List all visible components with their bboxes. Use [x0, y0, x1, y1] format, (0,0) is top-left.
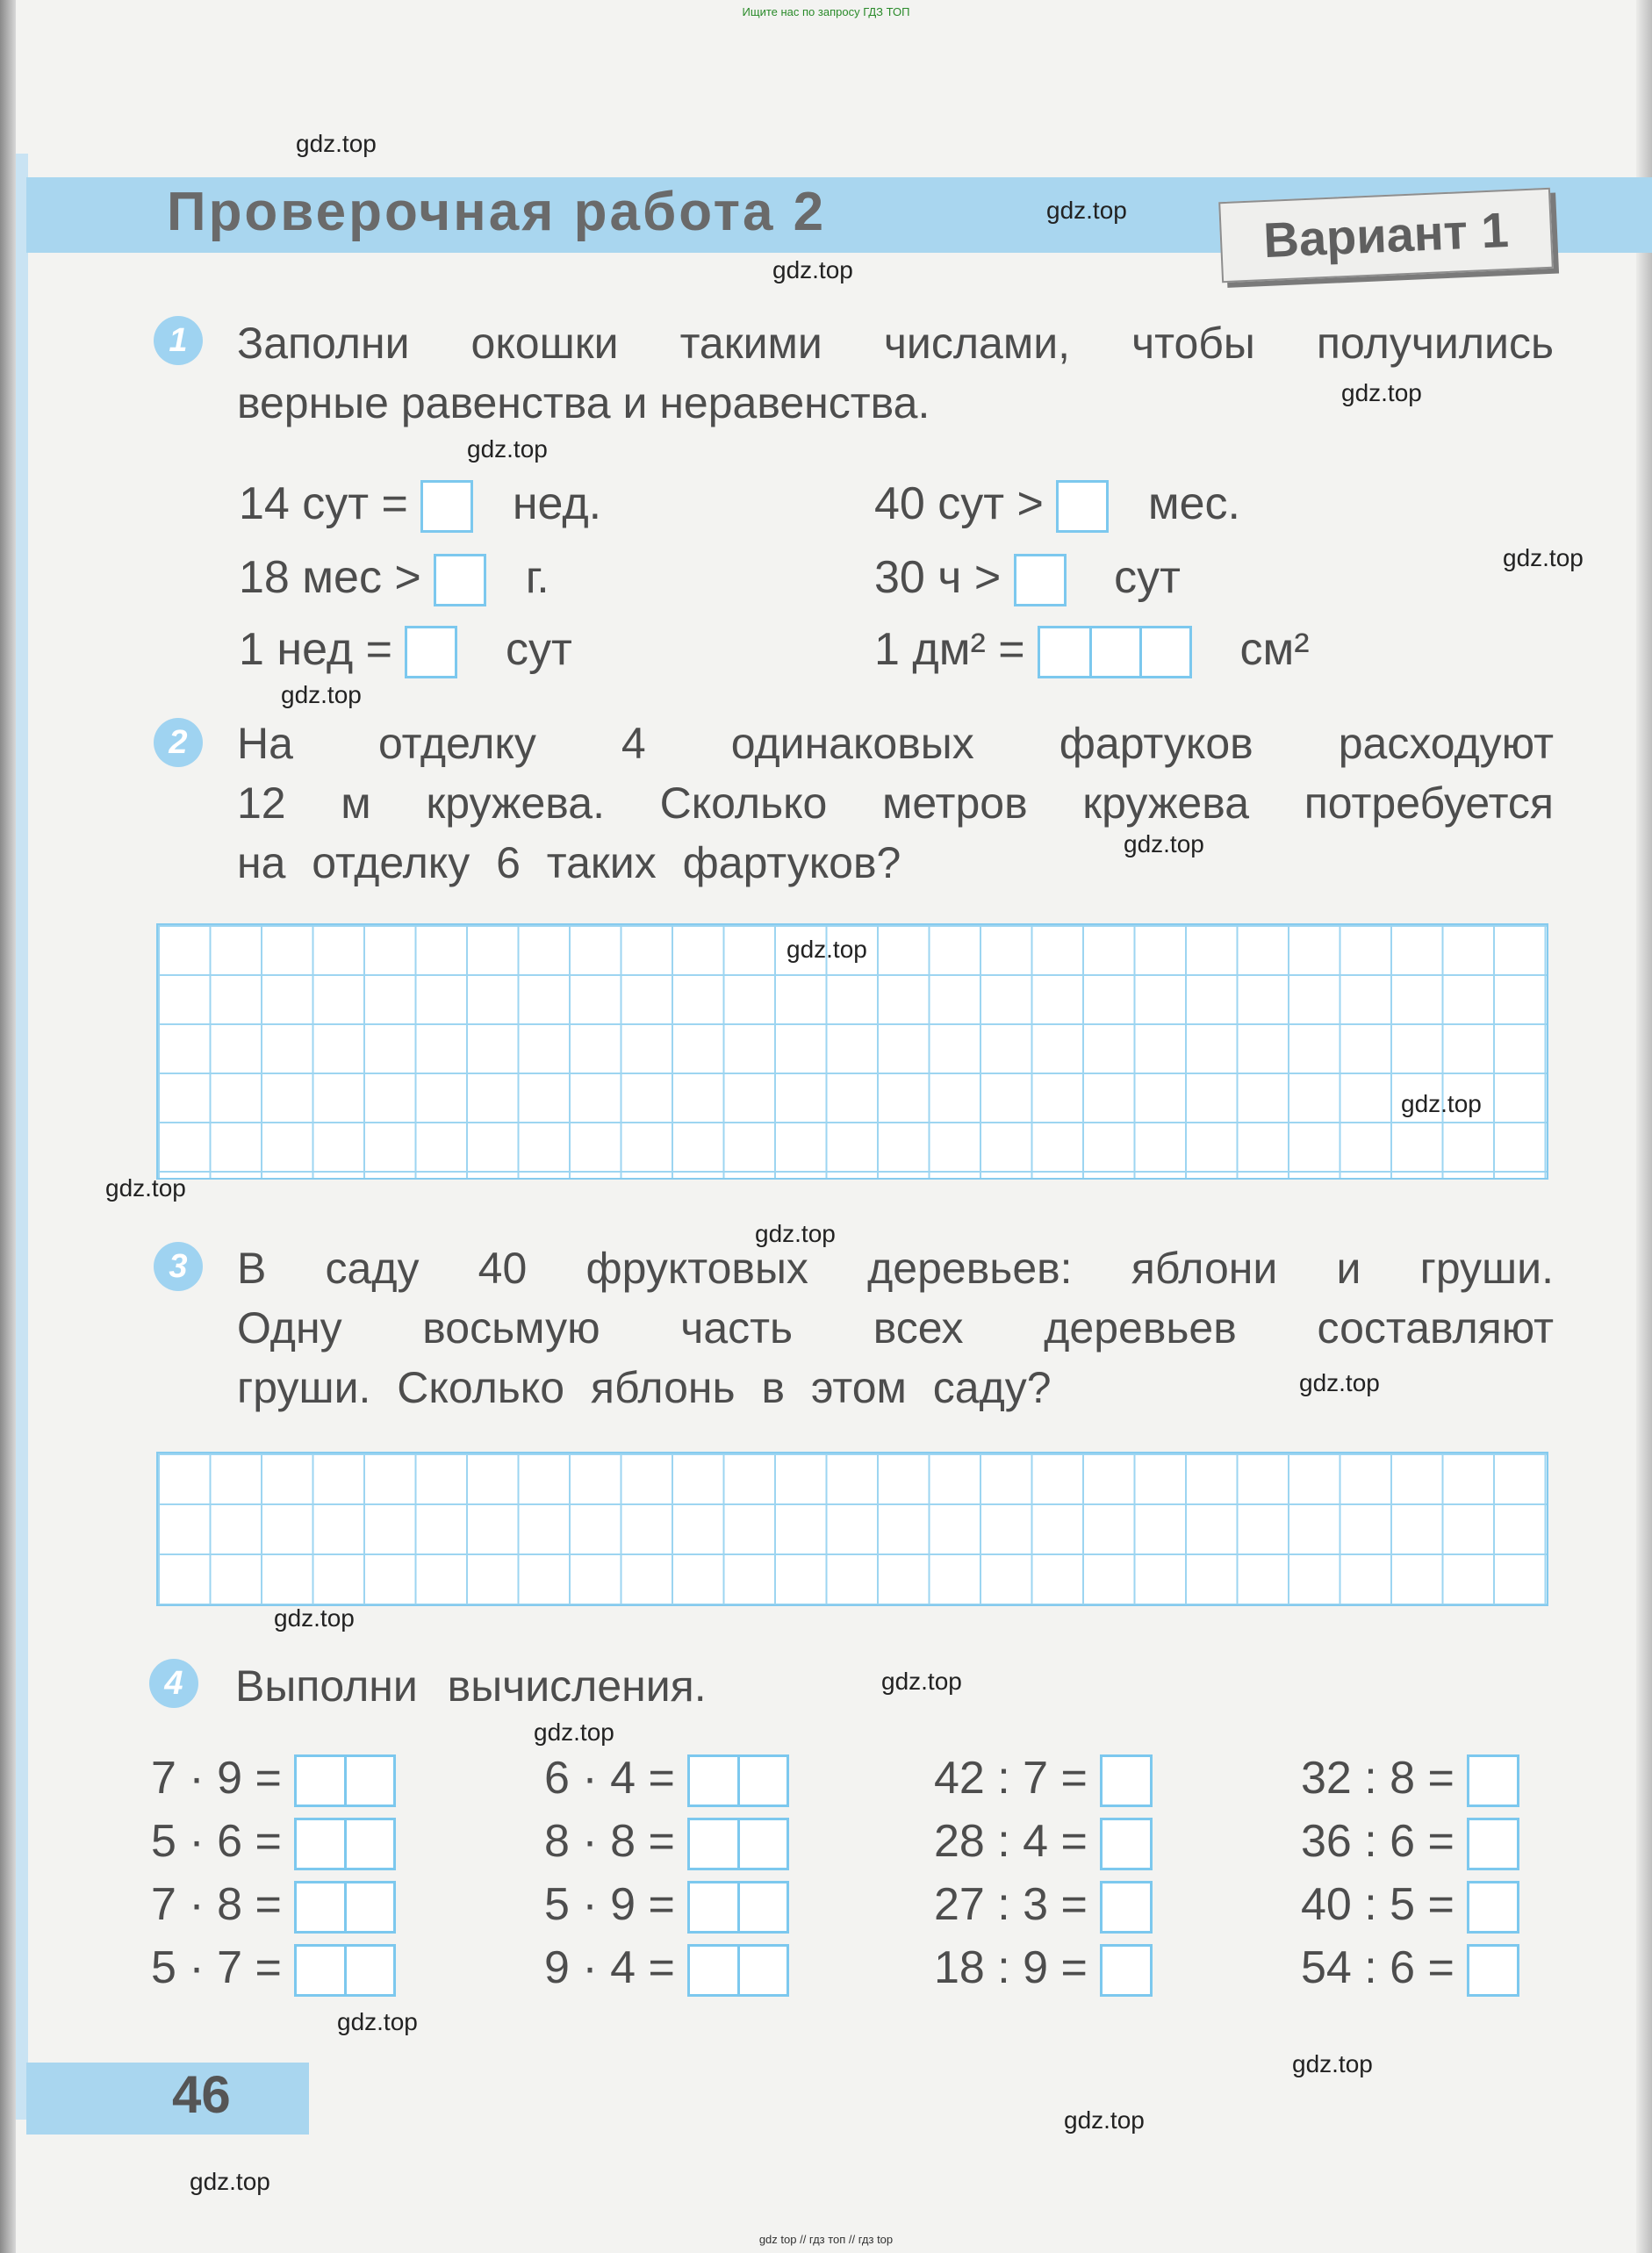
task1-item-2 — [239, 551, 549, 606]
calc-expression: 27 : 3 = — [934, 1879, 1088, 1930]
task1-item-6-unit: см² — [1239, 624, 1310, 675]
calc-row — [151, 1878, 396, 1934]
answer-box-2-digit[interactable] — [687, 1818, 789, 1870]
calc-expression: 18 : 9 = — [934, 1942, 1088, 1993]
answer-box[interactable] — [1467, 1754, 1519, 1807]
calc-row — [1301, 1815, 1519, 1870]
calc-row — [544, 1878, 789, 1934]
calc-expression: 42 : 7 = — [934, 1753, 1088, 1804]
task1-item-1-unit: нед. — [512, 478, 602, 529]
task-number-1: 1 — [154, 316, 203, 365]
answer-box[interactable] — [1100, 1754, 1153, 1807]
task1-line2: верные равенства и неравенства. — [237, 378, 930, 427]
answer-box-2-digit[interactable] — [687, 1754, 789, 1807]
watermark: gdz.top — [786, 936, 867, 963]
answer-box-3-digit[interactable] — [1038, 626, 1192, 678]
watermark: gdz.top — [772, 256, 853, 283]
left-blue-stripe — [16, 154, 28, 2120]
watermark: gdz.top — [1341, 379, 1422, 406]
calc-row — [151, 1941, 396, 1997]
task2-line3: на отделку 6 таких фартуков? — [237, 838, 901, 887]
calc-row — [1301, 1752, 1519, 1807]
task1-item-5-left: 30 ч > — [874, 552, 1002, 603]
answer-box[interactable] — [1467, 1818, 1519, 1870]
calc-expression: 7 · 8 = — [151, 1879, 282, 1930]
task1-item-1-left: 14 сут = — [239, 478, 408, 529]
watermark: gdz.top — [1292, 2050, 1373, 2077]
calc-row — [934, 1752, 1153, 1807]
calc-expression: 8 · 8 = — [544, 1816, 675, 1867]
task1-item-3-left: 1 нед = — [239, 624, 393, 675]
top-note: Ищите нас по запросу ГДЗ ТОП — [742, 5, 910, 18]
task1-item-2-unit: г. — [525, 552, 549, 603]
calc-expression: 6 · 4 = — [544, 1753, 675, 1804]
watermark: gdz.top — [274, 1604, 355, 1632]
calc-expression: 5 · 7 = — [151, 1942, 282, 1993]
calc-expression: 54 : 6 = — [1301, 1942, 1454, 1993]
answer-box[interactable] — [1056, 480, 1109, 533]
watermark: gdz.top — [534, 1718, 614, 1746]
watermark: gdz.top — [1046, 197, 1127, 224]
watermark: gdz.top — [1401, 1090, 1482, 1117]
calc-row — [1301, 1878, 1519, 1934]
page-binding-shadow — [0, 0, 16, 2253]
calc-row — [934, 1878, 1153, 1934]
calc-row — [151, 1815, 396, 1870]
task1-item-5 — [874, 551, 1181, 606]
task1-item-6-left: 1 дм² = — [874, 624, 1025, 675]
task2-line1: На отделку 4 одинаковых фартуков расходуют — [237, 719, 1554, 768]
answer-box[interactable] — [405, 626, 457, 678]
watermark: gdz.top — [337, 2008, 418, 2035]
calc-expression: 40 : 5 = — [1301, 1879, 1454, 1930]
answer-grid-task3[interactable] — [156, 1452, 1548, 1606]
watermark: gdz.top — [755, 1220, 836, 1247]
task1-line1: Заполни окошки такими числами, чтобы получились — [237, 319, 1554, 368]
task1-item-6 — [874, 623, 1310, 678]
calc-row — [544, 1815, 789, 1870]
watermark: gdz.top — [190, 2168, 270, 2195]
task3-line3: груши. Сколько яблонь в этом саду? — [237, 1363, 1052, 1412]
watermark: gdz.top — [296, 130, 377, 157]
task4-text: Выполни вычисления. — [235, 1661, 707, 1711]
calc-row — [934, 1815, 1153, 1870]
task1-item-1 — [239, 477, 601, 533]
answer-box[interactable] — [1467, 1881, 1519, 1934]
calc-expression: 28 : 4 = — [934, 1816, 1088, 1867]
task1-item-4 — [874, 477, 1240, 533]
answer-box[interactable] — [1100, 1818, 1153, 1870]
page-title: Проверочная работа 2 — [167, 182, 827, 242]
calc-row — [544, 1941, 789, 1997]
task2-line2: 12 м кружева. Сколько метров кружева потребуется — [237, 779, 1554, 828]
calc-expression: 5 · 6 = — [151, 1816, 282, 1867]
task1-item-3-unit: сут — [505, 624, 572, 675]
answer-box-2-digit[interactable] — [687, 1881, 789, 1934]
task1-item-2-left: 18 мес > — [239, 552, 421, 603]
calc-expression: 36 : 6 = — [1301, 1816, 1454, 1867]
answer-box[interactable] — [1014, 554, 1067, 606]
task-number-3: 3 — [154, 1242, 203, 1291]
watermark: gdz.top — [1299, 1369, 1380, 1396]
watermark: gdz.top — [105, 1174, 186, 1202]
page-edge-shadow — [1636, 0, 1652, 2253]
task3-line1: В саду 40 фруктовых деревьев: яблони и груши. — [237, 1244, 1554, 1293]
task-number-4: 4 — [149, 1659, 198, 1708]
calc-row — [544, 1752, 789, 1807]
calc-row — [934, 1941, 1153, 1997]
calc-expression: 9 · 4 = — [544, 1942, 675, 1993]
watermark: gdz.top — [1503, 544, 1584, 571]
variant-label: Вариант 1 — [1218, 188, 1554, 283]
answer-box-2-digit[interactable] — [294, 1754, 396, 1807]
answer-box-2-digit[interactable] — [294, 1881, 396, 1934]
page-number-tab — [26, 2063, 309, 2135]
watermark: gdz.top — [1064, 2106, 1145, 2134]
calc-expression: 5 · 9 = — [544, 1879, 675, 1930]
task3-line2: Одну восьмую часть всех деревьев составляют — [237, 1303, 1554, 1353]
task1-item-4-left: 40 сут > — [874, 478, 1044, 529]
task-number-2: 2 — [154, 718, 203, 767]
calc-row — [1301, 1941, 1519, 1997]
task1-item-3 — [239, 623, 572, 678]
page-number: 46 — [172, 2065, 231, 2124]
bottom-note: gdz top // гдз топ // гдз top — [758, 2233, 894, 2246]
answer-box-2-digit[interactable] — [294, 1944, 396, 1997]
task1-item-5-unit: сут — [1114, 552, 1181, 603]
answer-box[interactable] — [1100, 1944, 1153, 1997]
answer-box[interactable] — [434, 554, 486, 606]
watermark: gdz.top — [881, 1668, 962, 1695]
answer-box[interactable] — [420, 480, 473, 533]
watermark: gdz.top — [1124, 830, 1204, 857]
answer-box[interactable] — [1467, 1944, 1519, 1997]
answer-box-2-digit[interactable] — [687, 1944, 789, 1997]
calc-expression: 7 · 9 = — [151, 1753, 282, 1804]
watermark: gdz.top — [281, 681, 362, 708]
calc-row — [151, 1752, 396, 1807]
answer-box-2-digit[interactable] — [294, 1818, 396, 1870]
answer-box[interactable] — [1100, 1881, 1153, 1934]
calc-expression: 32 : 8 = — [1301, 1753, 1454, 1804]
watermark: gdz.top — [467, 435, 548, 463]
task1-item-4-unit: мес. — [1147, 478, 1240, 529]
